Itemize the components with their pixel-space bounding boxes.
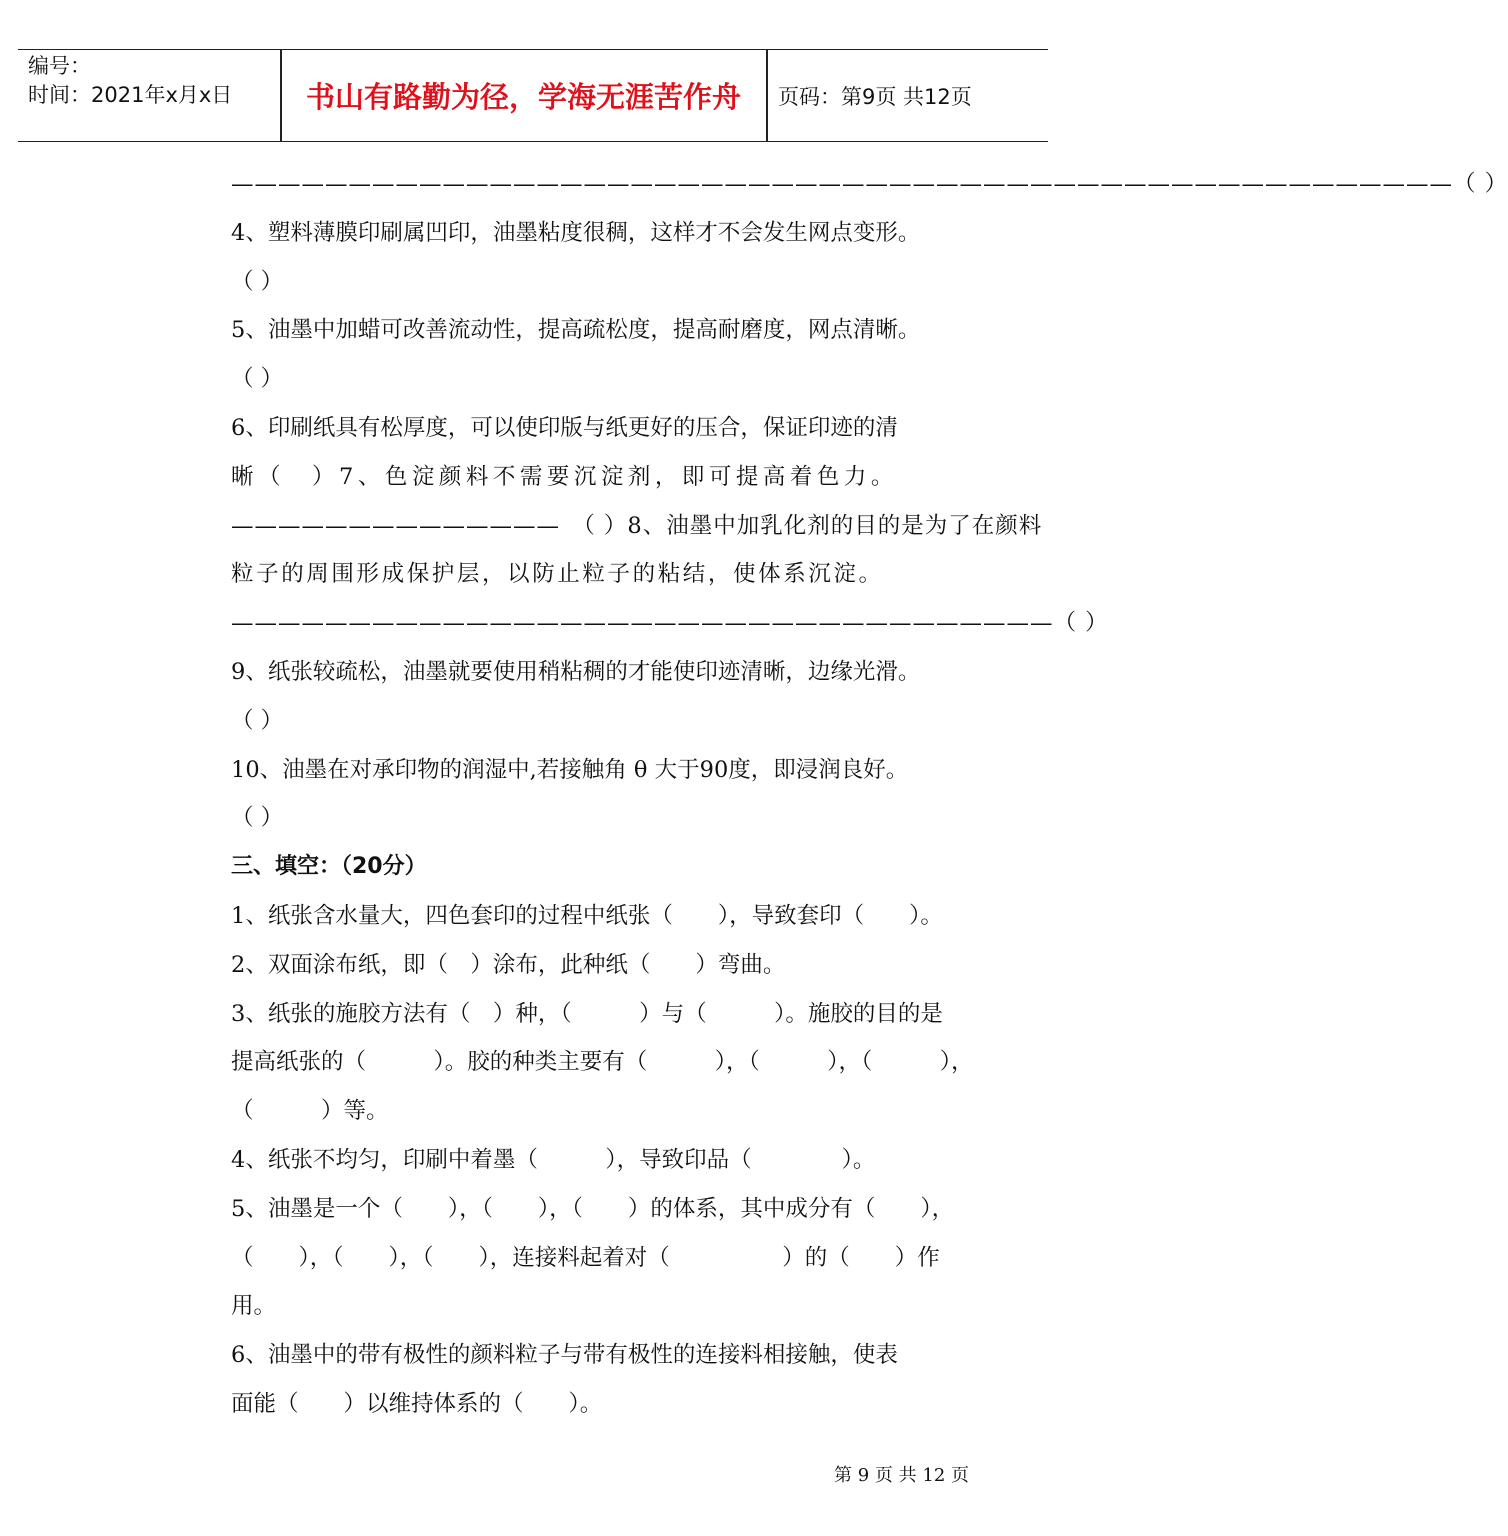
question-6: 6、印刷纸具有松厚度，可以使印版与纸更好的压合，保证印迹的清 — [231, 414, 898, 441]
header-meta — [28, 52, 232, 110]
answer-blank: （ ） — [231, 805, 284, 832]
answer-blank: （ ） — [231, 707, 284, 734]
question-5: 5、油墨中加蜡可改善流动性，提高疏松度，提高耐磨度，网点清晰。 — [231, 317, 921, 344]
fill-question-5-cont: （ ），（ ），（ ），连接料起着对（ ）的（ ）作 — [231, 1244, 940, 1271]
section-heading: 三、填空：（20分） — [231, 854, 427, 880]
number-label: 编号： — [28, 54, 91, 78]
question-6-7: 晰（ ）7、色淀颜料不需要沉淀剂，即可提高着色力。 — [231, 463, 898, 490]
page-header — [18, 49, 1048, 142]
document-body — [231, 160, 1508, 1429]
fill-question-3-cont: 提高纸张的（ ）。胶的种类主要有（ ），（ ），（ ）， — [231, 1049, 974, 1076]
question-9: 9、纸张较疏松，油墨就要使用稍粘稠的才能使印迹清晰，边缘光滑。 — [231, 658, 921, 685]
fill-question-2: 2、双面涂布纸，即（ ）涂布，此种纸（ ）弯曲。 — [231, 951, 786, 978]
page-footer: 第 9 页 共 12 页 — [834, 1465, 969, 1486]
header-page-info: 页码：第9页 共12页 — [778, 84, 972, 109]
answer-blank: （ ） — [231, 268, 284, 295]
fill-question-5: 5、油墨是一个（ ），（ ），（ ）的体系，其中成分有（ ）， — [231, 1195, 955, 1222]
fill-question-5-end: 用。 — [231, 1293, 277, 1320]
answer-blank: （ ） — [231, 366, 284, 393]
fill-question-3: 3、纸张的施胶方法有（ ）种，（ ）与（ ）。施胶的目的是 — [231, 1000, 943, 1027]
fill-question-1: 1、纸张含水量大，四色套印的过程中纸张（ ），导致套印（ ）。 — [231, 902, 943, 929]
question-4: 4、塑料薄膜印刷属凹印，油墨粘度很稠，这样才不会发生网点变形。 — [231, 219, 921, 246]
answer-dash-line: ———————————————————————————————————（ ） — [231, 610, 1109, 637]
fill-question-6: 6、油墨中的带有极性的颜料粒子与带有极性的连接料相接触，使表 — [231, 1342, 898, 1369]
question-8-cont: 粒子的周围形成保护层，以防止粒子的粘结，使体系沉淀。 — [231, 561, 884, 588]
header-divider-right — [766, 50, 768, 141]
answer-dash-line: ————————————————————————————————————————————————————（ ） — [231, 171, 1508, 197]
fill-question-6-cont: 面能（ ）以维持体系的（ ）。 — [231, 1390, 603, 1417]
fill-question-3-end: （ ）等。 — [231, 1098, 389, 1125]
header-motto: 书山有路勤为径，学海无涯苦作舟 — [305, 80, 741, 114]
time-label: 时间：2021年x月x日 — [28, 83, 233, 107]
question-10: 10、油墨在对承印物的润湿中,若接触角 θ 大于90度，即浸润良好。 — [231, 756, 909, 783]
question-8: —————————————— （ ）8、油墨中加乳化剂的目的是为了在颜料 — [231, 512, 1043, 539]
fill-question-4: 4、纸张不均匀，印刷中着墨（ ），导致印品（ ）。 — [231, 1146, 876, 1173]
